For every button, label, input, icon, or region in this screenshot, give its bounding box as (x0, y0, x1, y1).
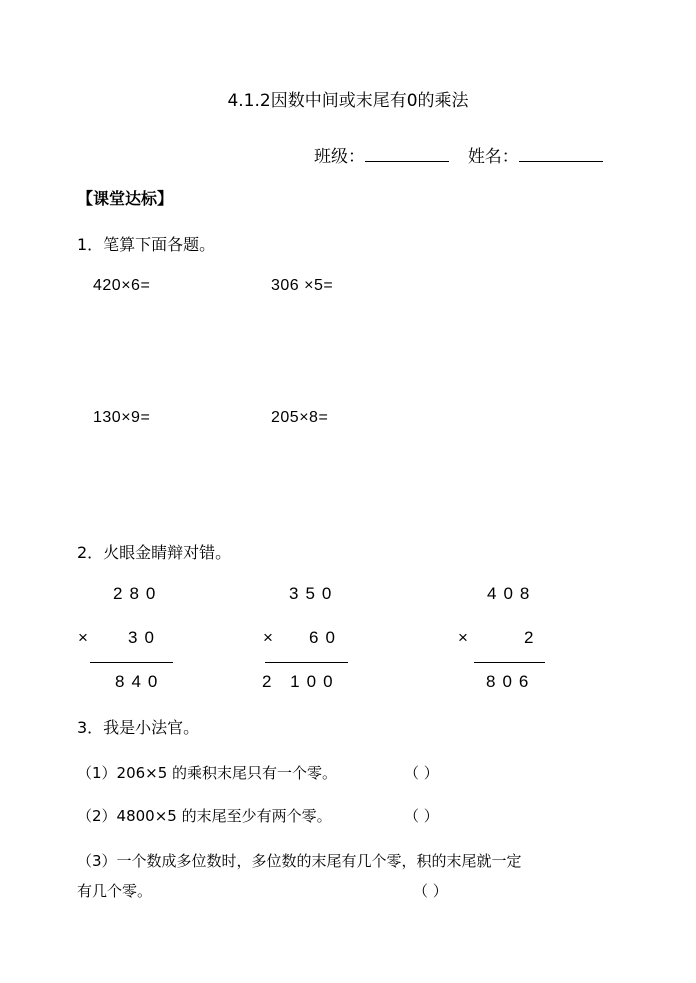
q2-result: 806 (486, 672, 536, 691)
q1-item: 130×9= (93, 409, 151, 426)
answer-parentheses[interactable]: （ ） (413, 882, 448, 900)
q2-multiplicand: 408 (487, 584, 537, 603)
q1-item: 306 ×5= (271, 277, 334, 294)
q2-multiplier: 30 (128, 628, 161, 647)
q2-rule (265, 662, 348, 663)
q2-multiplier: 2 (524, 628, 541, 647)
q3-statement: （3）一个数成多位数时，多位数的末尾有几个零，积的末尾就一定 (77, 852, 522, 870)
q2-multiplier: 60 (309, 628, 342, 647)
class-name-line (314, 142, 603, 167)
q2-result: 840 (115, 672, 165, 691)
answer-parentheses[interactable]: （ ） (404, 764, 439, 782)
q2-rule (474, 662, 545, 663)
q2-result: 2 100 (262, 672, 340, 691)
name-label: 姓名： (467, 147, 519, 167)
q2-heading: 2．火眼金睛辩对错。 (77, 543, 232, 562)
times-sign: × (263, 628, 280, 647)
q2-rule (90, 662, 173, 663)
section-title: 【课堂达标】 (77, 189, 174, 208)
answer-parentheses[interactable]: （ ） (404, 807, 439, 825)
q3-statement: （2）4800×5 的末尾至少有两个零。 (77, 807, 332, 825)
q1-item: 205×8= (271, 409, 329, 426)
times-sign: × (458, 628, 475, 647)
q2-multiplicand: 280 (113, 584, 163, 603)
times-sign: × (78, 628, 95, 647)
q1-item: 420×6= (93, 277, 151, 294)
q3-statement-continued: 有几个零。 (77, 882, 153, 900)
class-label: 班级： (314, 147, 365, 167)
class-blank[interactable] (365, 161, 449, 162)
q1-heading: 1．笔算下面各题。 (77, 235, 216, 254)
q2-multiplicand: 350 (289, 584, 339, 603)
name-blank[interactable] (519, 161, 603, 162)
q3-heading: 3．我是小法官。 (77, 718, 200, 737)
page-title: 4.1.2因数中间或末尾有0的乘法 (227, 91, 469, 111)
q3-statement: （1）206×5 的乘积末尾只有一个零。 (77, 764, 338, 782)
